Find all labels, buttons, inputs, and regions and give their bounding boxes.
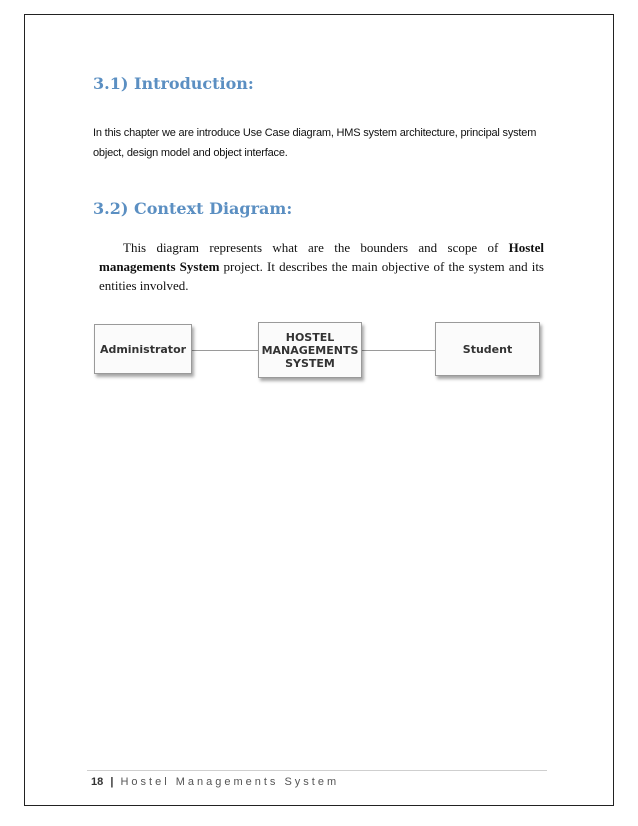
context-diagram (88, 318, 548, 386)
page-number: 18 (91, 776, 104, 788)
system-label-line-3: SYSTEM (285, 356, 335, 370)
connector-system-student (362, 350, 435, 351)
context-text-part1: This diagram represents what are the bounders and scope of (123, 240, 509, 255)
administrator-box (94, 324, 192, 374)
system-label-line-1: HOSTEL (285, 330, 335, 344)
system-label-line-2: MANAGEMENTS (261, 343, 359, 357)
context-text-bold: Hostel managements System (99, 240, 544, 274)
context-text-part2: project. It describes the main objective of the system and its entities involved. (99, 259, 544, 293)
context-heading: 3.2) Context Diagram: (93, 199, 293, 218)
student-box (435, 322, 540, 376)
footer-title: Hostel Managements System (120, 776, 340, 788)
context-paragraph (99, 238, 544, 295)
system-box (258, 322, 362, 378)
student-label: Student (462, 342, 513, 356)
footer-separator: | (110, 776, 114, 788)
connector-admin-system (192, 350, 258, 351)
page-footer (91, 776, 339, 788)
intro-paragraph: In this chapter we are introduce Use Case diagram, HMS system architecture, principal system object, design model and object interface. (93, 127, 537, 159)
footer-divider (87, 770, 547, 771)
administrator-label: Administrator (99, 342, 187, 356)
intro-heading: 3.1) Introduction: (93, 74, 254, 93)
